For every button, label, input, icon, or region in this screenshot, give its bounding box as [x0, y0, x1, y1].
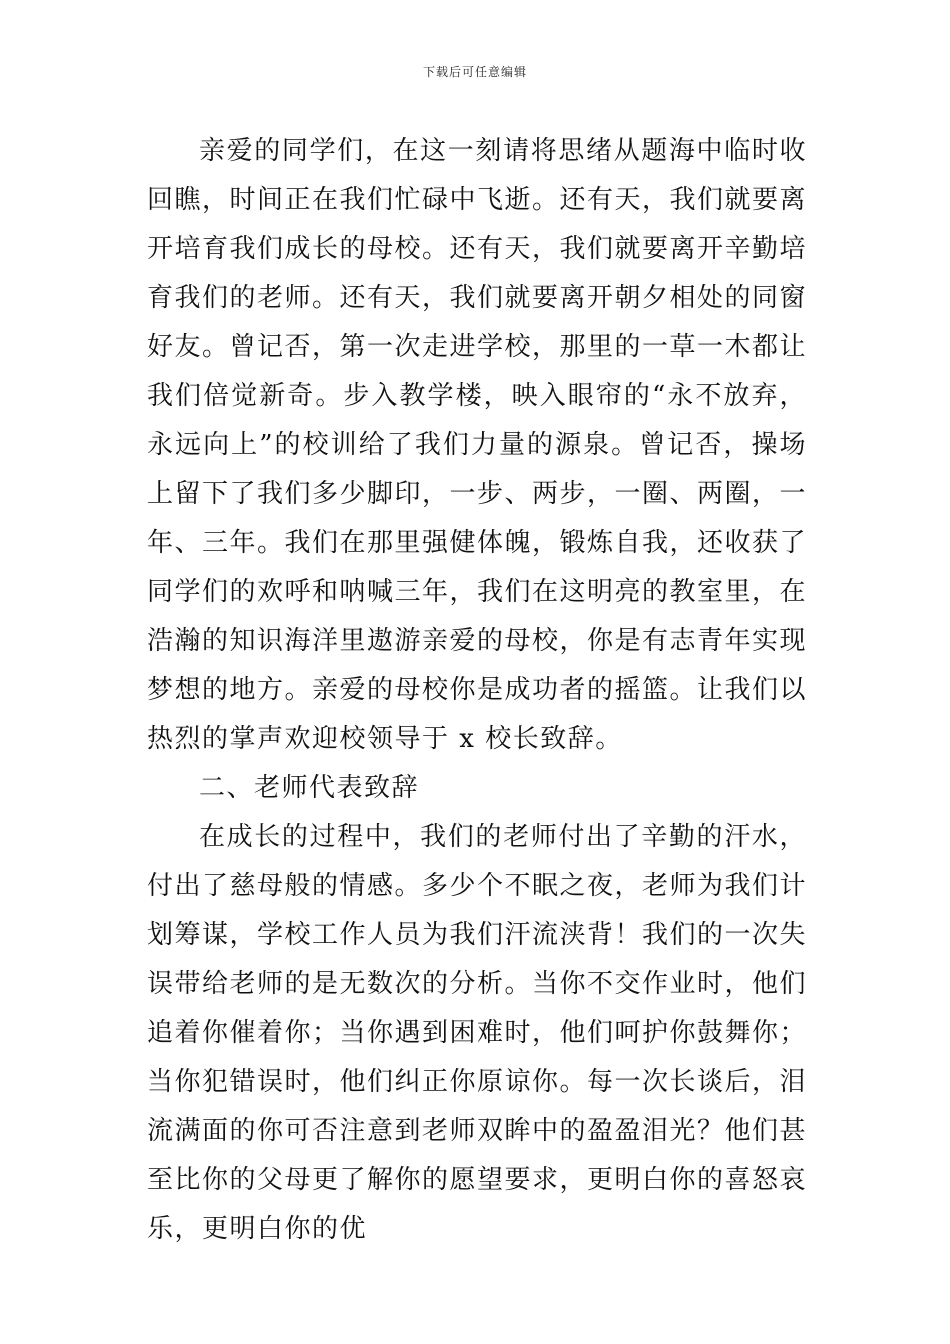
- section-heading-teacher-speech: 二、老师代表致辞: [199, 773, 420, 803]
- paragraph-welcome: 亲爱的同学们，在这一刻请将思绪从题海中临时收回瞧，时间正在我们忙碌中飞逝。还有天，我们就要离开培育我们成长的母校。还有天，我们就要离开辛勤培育我们的老师。还有天，我们就要离开朝夕相处的同窗好友。曾记否，第一次走进学校，那里的一草一木都让我们倍觉新奇。步入教学楼，映入眼帘的“永不放弃，永远向上”的校训给了我们力量的源泉。曾记否，操场上留下了我们多少脚印，一步、两步，一圈、两圈，一年、三年。我们在那里强健体魄，锻炼自我，还收获了同学们的欢呼和呐喊三年，我们在这明亮的教室里，在浩瀚的知识海洋里遨游亲爱的母校，你是有志青年实现梦想的地方。亲爱的母校你是成功者的摇篮。让我们以热烈的掌声欢迎校领导于 x 校长致辞。: [147, 136, 808, 754]
- document-body: [147, 127, 807, 1254]
- paragraph-teachers: 在成长的过程中，我们的老师付出了辛勤的汗水，付出了慈母般的情感。多少个不眠之夜，老师为我们计划筹谋，学校工作人员为我们汗流浃背！我们的一次失误带给老师的是无数次的分析。当你不交作业时，他们追着你催着你；当你遇到困难时，他们呵护你鼓舞你；当你犯错误时，他们纠正你原谅你。每一次长谈后，泪流满面的你可否注意到老师双眸中的盈盈泪光？他们甚至比你的父母更了解你的愿望要求，更明白你的喜怒哀乐，更明白你的优: [147, 822, 808, 1244]
- page-header: 下载后可任意编辑: [422, 65, 527, 79]
